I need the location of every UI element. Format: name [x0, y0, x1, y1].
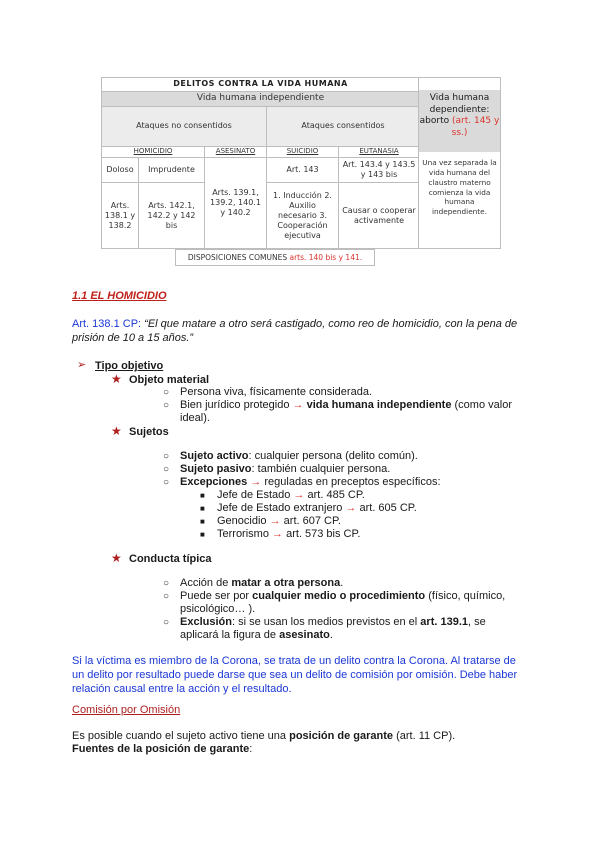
- fuentes-label: Fuentes de la posición de garante: [72, 743, 250, 755]
- exclusion-end: , se: [468, 616, 486, 628]
- imprudente-articles: Arts. 142.1, 142.2 y 142 bis: [139, 183, 205, 249]
- conducta-item2-cont: psicológico… ).: [180, 603, 256, 615]
- objeto-item1: Persona viva, físicamente considerada.: [180, 386, 372, 398]
- doloso-articles: Arts. 138.1 y 138.2: [102, 183, 139, 249]
- conducta-item3: [180, 616, 486, 630]
- independent-life-header: Vida humana independiente: [102, 91, 420, 106]
- corona-line2: un delito por resultado puede darse que sea un delito de comisión por omisión. Debe haber: [72, 669, 518, 681]
- exc3-label: Genocidio: [217, 515, 267, 527]
- exclusion-article: art. 139.1: [420, 616, 468, 628]
- table-title: DELITOS CONTRA LA VIDA HUMANA: [102, 78, 420, 92]
- dependent-life-header: [419, 90, 500, 152]
- sujeto-pasivo-text: : también cualquier persona.: [251, 463, 391, 475]
- exc1-ref: art. 485 CP.: [307, 489, 365, 501]
- conducta-item2: [180, 590, 505, 604]
- homicidio-label: HOMICIDIO: [102, 147, 205, 158]
- asesinato-label: ASESINATO: [205, 147, 267, 158]
- dependent-line3: aborto: [419, 116, 450, 127]
- exc1-label: Jefe de Estado: [217, 489, 291, 501]
- suicidio-article: Art. 143: [267, 157, 339, 182]
- article-ref: Art. 138.1 CP:: [72, 318, 142, 330]
- exc2-label: Jefe de Estado extranjero: [217, 502, 343, 514]
- exclusion-label: Exclusión: [180, 616, 232, 628]
- comision-text-post: (art. 11 CP).: [396, 730, 456, 742]
- objeto-material-label: Objeto material: [129, 374, 210, 386]
- square-bullet-icon: ■: [200, 491, 205, 500]
- eutanasia-label: EUTANASIA: [339, 147, 420, 158]
- objeto-item2-cont: ideal).: [180, 412, 210, 424]
- comision-title: Comisión por Omisión: [72, 704, 181, 716]
- comision-text: [72, 730, 455, 744]
- right-arrow-icon: →: [250, 476, 262, 488]
- dependent-ref: (art. 145 y ss.): [451, 116, 500, 139]
- excepciones-text: reguladas en preceptos específicos:: [264, 476, 441, 488]
- asesinato-articles: Arts. 139.1, 139.2, 140.1 y 140.2: [205, 157, 267, 248]
- corona-line3: relación causal entre la acción y el resultado.: [72, 683, 292, 695]
- conducta-item1-bold: matar a otra persona: [231, 577, 341, 589]
- article-quote-2: prisión de 10 a 15 años.”: [72, 332, 194, 344]
- right-arrow-icon: →: [269, 515, 281, 527]
- sujeto-activo-text: : cualquier persona (delito común).: [248, 450, 418, 462]
- consented-attacks: Ataques consentidos: [267, 106, 420, 146]
- exception-item-2: [217, 502, 417, 516]
- objeto-item2: [180, 399, 512, 413]
- eutanasia-articles: Art. 143.4 y 143.5 y 143 bis: [339, 157, 420, 182]
- article-quote-1: “El que matare a otro será castigado, como reo de homicidio, con la pena de: [144, 318, 518, 330]
- conducta-label: Conducta típica: [129, 553, 212, 565]
- exc4-label: Terrorismo: [217, 528, 269, 540]
- exclusion-cont-bold: asesinato: [279, 629, 330, 641]
- right-arrow-icon: →: [272, 528, 284, 540]
- right-arrow-icon: →: [292, 399, 304, 411]
- dependent-life-text: Una vez separada la vida humana del claustro materno comienza la vida humana independiente.: [422, 158, 497, 217]
- sujeto-activo: [180, 450, 418, 464]
- conducta-item1-pre: Acción de: [180, 577, 229, 589]
- conducta-item2-bold: cualquier medio o procedimiento: [252, 590, 426, 602]
- circle-bullet-icon: ○: [163, 477, 170, 488]
- corona-line1: Si la víctima es miembro de la Corona, se trata de un delito contra la Corona. Al tratarse de: [72, 655, 516, 667]
- article-line1: [72, 318, 517, 332]
- comision-text-bold: posición de garante: [289, 730, 394, 742]
- dependent-line1: Vida humana: [429, 93, 490, 103]
- circle-bullet-icon: ○: [163, 591, 170, 602]
- right-arrow-icon: →: [293, 489, 305, 501]
- star-icon: ★: [111, 424, 122, 438]
- dependent-life-column: [418, 77, 501, 249]
- fuentes-garante: Fuentes de la posición de garante:: [72, 743, 253, 755]
- circle-bullet-icon: ○: [163, 451, 170, 462]
- doloso-label: Doloso: [102, 157, 139, 182]
- circle-bullet-icon: ○: [163, 578, 170, 589]
- excepciones-label: Excepciones: [180, 476, 248, 488]
- objeto-item2-pre: Bien jurídico protegido: [180, 399, 290, 411]
- square-bullet-icon: ■: [200, 530, 205, 539]
- conducta-item2-pre: Puede ser por: [180, 590, 250, 602]
- star-icon: ★: [111, 372, 122, 386]
- circle-bullet-icon: ○: [163, 387, 170, 398]
- tipo-objetivo: Tipo objetivo: [95, 360, 164, 372]
- sujetos-label: Sujetos: [129, 426, 169, 438]
- square-bullet-icon: ■: [200, 504, 205, 513]
- circle-bullet-icon: ○: [163, 400, 170, 411]
- arrow-bullet-icon: ➢: [77, 359, 87, 371]
- circle-bullet-icon: ○: [163, 617, 170, 628]
- eutanasia-text: Causar o cooperar activamente: [339, 183, 420, 249]
- circle-bullet-icon: ○: [163, 464, 170, 475]
- sujeto-pasivo: [180, 463, 390, 477]
- non-consented-attacks: Ataques no consentidos: [102, 106, 267, 146]
- comision-text-pre: Es posible cuando el sujeto activo tiene una: [72, 730, 287, 742]
- exception-item-1: [217, 489, 365, 503]
- star-icon: ★: [111, 551, 122, 565]
- exception-item-4: [217, 528, 360, 542]
- sujeto-activo-label: Sujeto activo: [180, 450, 249, 462]
- square-bullet-icon: ■: [200, 517, 205, 526]
- conducta-item2-post: (físico, químico,: [428, 590, 506, 602]
- common-provisions-ref: arts. 140 bis y 141.: [289, 253, 363, 262]
- imprudente-label: Imprudente: [139, 157, 205, 182]
- dependent-line2: dependiente:: [429, 104, 490, 115]
- objeto-item2-bold: vida humana independiente: [306, 399, 452, 411]
- objeto-item2-post: (como valor: [454, 399, 512, 411]
- excepciones: [180, 476, 441, 490]
- crimes-table: [101, 77, 420, 249]
- exc2-ref: art. 605 CP.: [359, 502, 417, 514]
- suicidio-label: SUICIDIO: [267, 147, 339, 158]
- suicidio-forms: 1. Inducción 2. Auxilio necesario 3. Cooperación ejecutiva: [267, 183, 339, 249]
- exc3-ref: art. 607 CP.: [283, 515, 341, 527]
- right-arrow-icon: →: [345, 502, 357, 514]
- exclusion-cont-pre: aplicará la figura de: [180, 629, 277, 641]
- common-provisions-label: DISPOSICIONES COMUNES: [187, 253, 288, 262]
- conducta-item1: Acción de matar a otra persona.: [180, 577, 344, 589]
- exc4-ref: art. 573 bis CP.: [286, 528, 361, 540]
- common-provisions: [175, 249, 375, 266]
- section-heading: 1.1 EL HOMICIDIO: [72, 290, 167, 302]
- conducta-item3-cont: aplicará la figura de asesinato.: [180, 629, 333, 641]
- sujeto-pasivo-label: Sujeto pasivo: [180, 463, 252, 475]
- exception-item-3: [217, 515, 341, 529]
- exclusion-text: : si se usan los medios previstos en el: [231, 616, 418, 628]
